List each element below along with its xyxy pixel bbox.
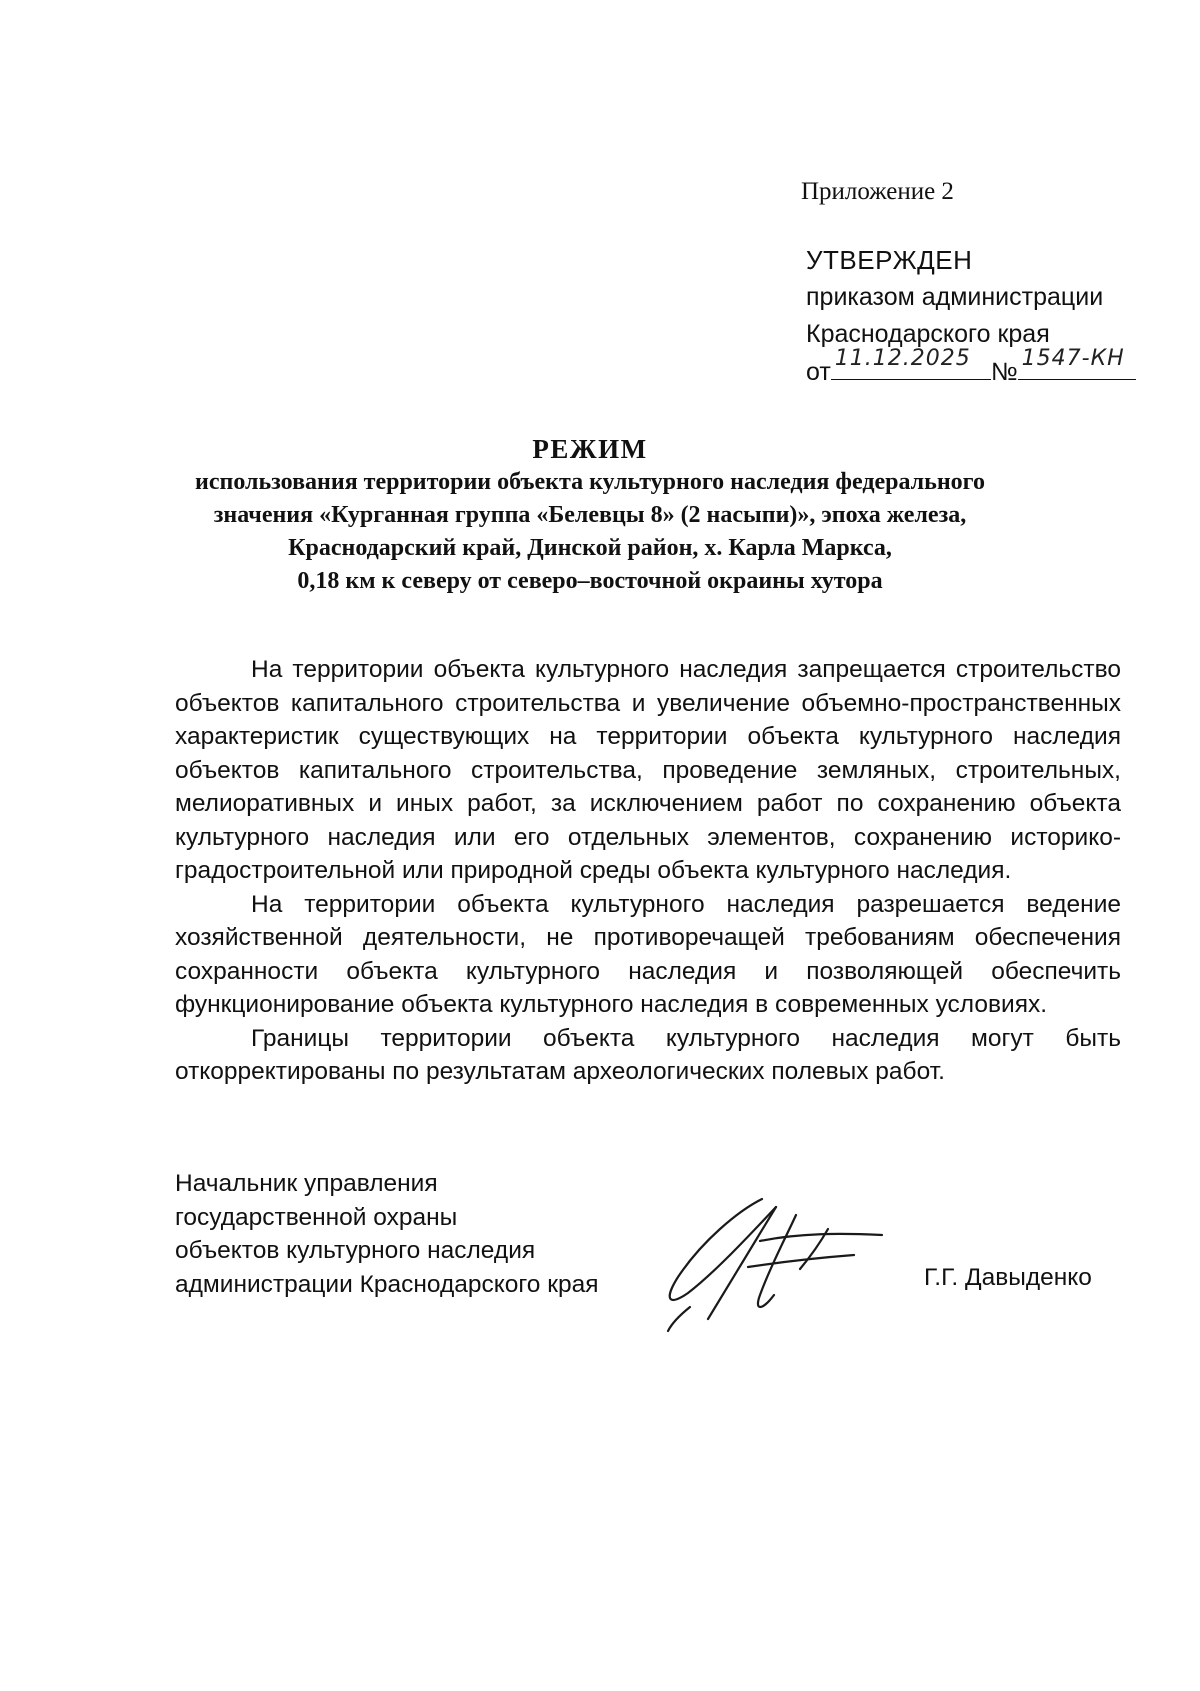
signer-name: Г.Г. Давыденко	[924, 1264, 1092, 1291]
document-title: РЕЖИМ	[532, 434, 648, 464]
body-paragraph-permissions: На территории объекта культурного наследия разрешается ведение хозяйственной деятельности, не противоречащей требованиям обеспечения сохранности объекта культурного наследия и позволяющей обеспечить функционирование объекта культурного наследия в современных условиях.	[175, 890, 1121, 1018]
title-line-2: значения «Курганная группа «Белевцы 8» (2 насыпи)», эпоха железа,	[213, 502, 967, 528]
approved-heading: УТВЕРЖДЕН	[806, 245, 973, 275]
approved-by-line-2: Краснодарского края	[806, 320, 1050, 348]
document-body	[175, 653, 1121, 1089]
number-field	[1018, 346, 1136, 380]
order-reference-line	[806, 346, 1136, 391]
number-prefix: №	[990, 358, 1018, 386]
title-line-1: использования территории объекта культурного наследия федерального	[195, 469, 985, 495]
signature-icon	[650, 1185, 910, 1335]
appendix-label: Приложение 2	[801, 178, 954, 205]
body-paragraph-prohibitions: На территории объекта культурного наследия запрещается строительство объектов капитального строительства и увеличение объемно-пространственных характеристик существующих на территории объекта культурного наследия объектов капитального строительства, проведение земляных, строительных, мелиоративных и иных работ, за исключением работ по сохранению объекта культурного наследия или его отдельных элементов, сохранению историко-градостроительной или природной среды объекта культурного наследия.	[175, 656, 1121, 884]
date-prefix: от	[806, 358, 831, 386]
signer-position-line-1: Начальник управления	[175, 1170, 438, 1197]
title-line-4: 0,18 км к северу от северо–восточной окраины хутора	[297, 568, 883, 594]
date-field	[831, 346, 991, 380]
approval-stamp-block	[806, 242, 1136, 391]
document-title-block	[120, 432, 1060, 598]
title-line-3: Краснодарский край, Динской район, х. Карла Маркса,	[288, 535, 892, 561]
handwritten-date: 11.12.2025	[834, 346, 971, 371]
approved-by-line-1: приказом администрации	[806, 283, 1104, 311]
body-paragraph-boundaries: Границы территории объекта культурного наследия могут быть откорректированы по результатам археологических полевых работ.	[175, 1024, 1121, 1085]
signer-position-block	[175, 1167, 598, 1301]
signer-position-line-2: государственной охраны	[175, 1203, 458, 1231]
handwritten-number: 1547-КН	[1021, 346, 1125, 371]
signer-position-line-4: администрации Краснодарского края	[175, 1270, 599, 1298]
signer-position-line-3: объектов культурного наследия	[175, 1237, 536, 1264]
